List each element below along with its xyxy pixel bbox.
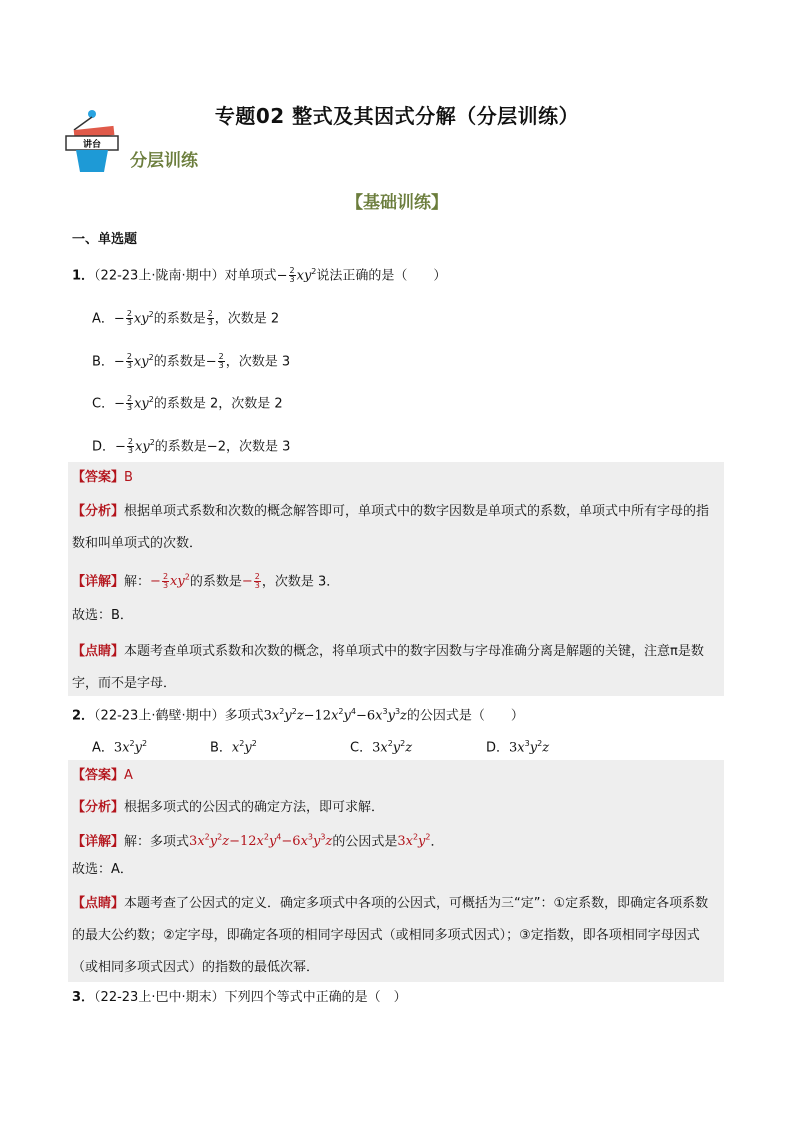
question-2-answer-block — [68, 760, 724, 982]
section-heading: 一、单选题 — [72, 232, 138, 247]
question-2-comment: 【点睛】本题考查了公因式的定义．确定多项式中各项的公因式，可概括为三“定”：①定系数，即确定各项系数的最大公约数；②定字母，即确定各项的相同字母因式（或相同多项式因式）；③定指数，即各项相同字母因式（或相同多项式因式）的指数的最低次幂． — [72, 896, 709, 975]
question-1-answer-block — [68, 462, 724, 696]
question-2-option-d[interactable]: D．$3x^3y^2z$ — [486, 739, 550, 756]
question-2-option-c[interactable]: C．$3x^2y^2z$ — [350, 739, 413, 756]
logo-text: 讲台 — [82, 140, 102, 150]
question-2-answer: 【答案】A — [72, 768, 133, 783]
question-1-option-d[interactable]: D．− $\frac{2}{3}$ $xy^2$的系数是−2，次数是 3 — [92, 437, 291, 456]
question-2-stem: 2．（22-23上·鹤壁·期中）多项式$3x^2y^2z-12x^2y^4-6x^3y^3z$的公因式是（ ） — [72, 707, 524, 724]
question-1-answer: 【答案】B — [72, 470, 133, 485]
question-2-detail: 【详解】解：多项式$3x^2y^2z-12x^2y^4-6x^3y^3z$的公因式是$3x^2y^2$． — [72, 833, 444, 850]
question-2-option-b[interactable]: B．$x^2y^2$ — [210, 739, 257, 756]
question-1-analysis: 【分析】根据单项式系数和次数的概念解答即可，单项式中的数字因数是单项式的系数，单项式中所有字母的指数和叫单项式的次数． — [72, 504, 710, 551]
question-2-analysis: 【分析】根据多项式的公因式的确定方法，即可求解． — [72, 800, 385, 815]
question-2-option-a[interactable]: A．$3x^2y^2$ — [92, 739, 148, 756]
question-1-stem: 1．（22-23上·陇南·期中）对单项式− $\frac{2}{3}$ $xy^2$说法正确的是（ ） — [72, 266, 447, 285]
question-1-option-a[interactable]: A．− $\frac{2}{3}$ $xy^2$的系数是 $\frac{2}{3}$ ，次数是 2 — [92, 309, 280, 328]
page-title: 专题02 整式及其因式分解（分层训练） — [214, 104, 580, 128]
section-title: 【基础训练】 — [346, 193, 448, 213]
question-1-detail: 【详解】解：− $\frac{2}{3}$ $xy^2$的系数是− $\frac{2}{3}$ ，次数是 3． — [72, 572, 340, 591]
question-1-option-c[interactable]: C．− $\frac{2}{3}$ $xy^2$的系数是 2，次数是 2 — [92, 394, 283, 413]
tier-label: 分层训练 — [130, 151, 198, 171]
question-2-choose: 故选：A． — [72, 862, 133, 877]
question-1-comment: 【点睛】本题考查单项式系数和次数的概念，将单项式中的数字因数与字母准确分离是解题的关键，注意π是数字，而不是字母． — [72, 644, 704, 691]
question-1-choose: 故选：B． — [72, 608, 133, 623]
podium-logo-icon — [60, 108, 130, 174]
question-1-option-b[interactable]: B．− $\frac{2}{3}$ $xy^2$的系数是− $\frac{2}{3}$ ，次数是 3 — [92, 352, 291, 371]
question-3-stem: 3．（22-23上·巴中·期末）下列四个等式中正确的是（ ） — [72, 990, 407, 1005]
